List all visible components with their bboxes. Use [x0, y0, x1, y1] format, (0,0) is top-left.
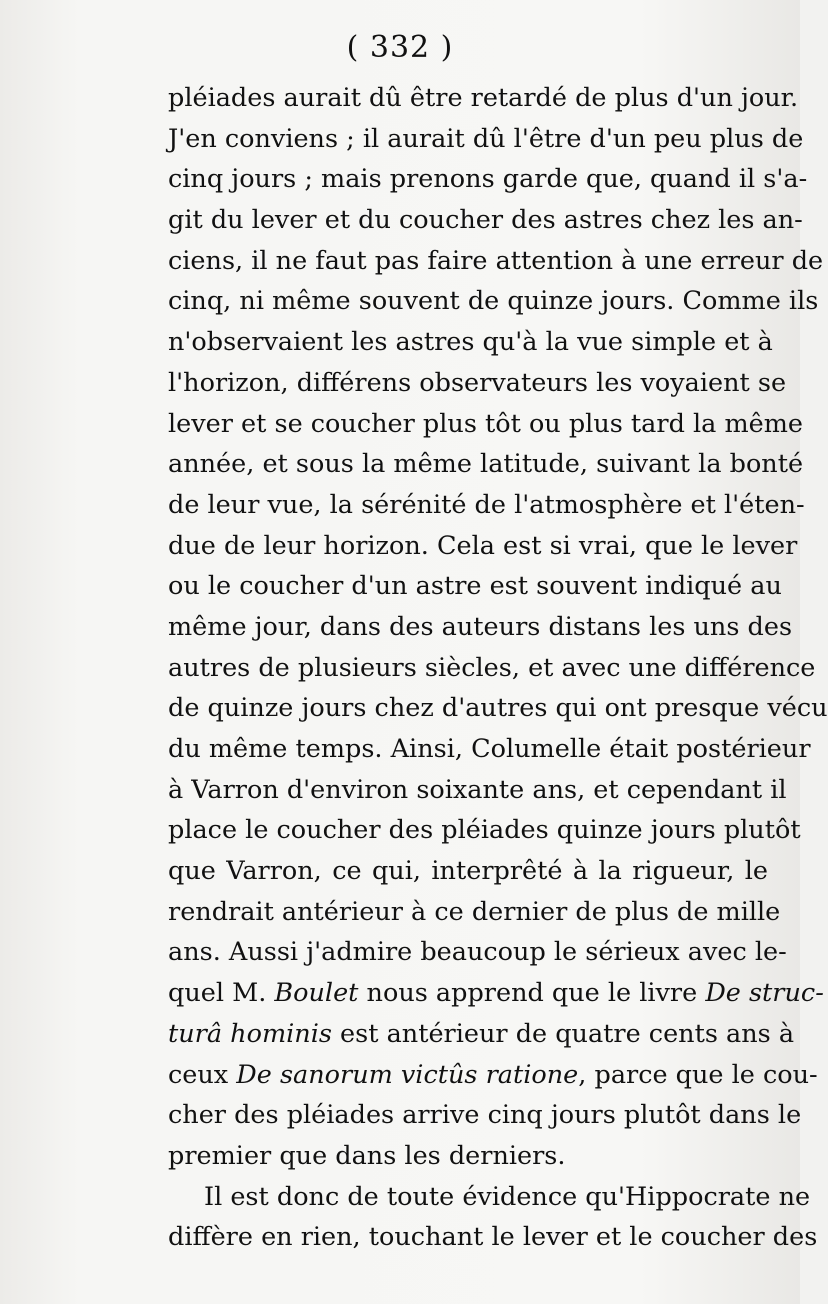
text-span: premier que dans les derniers. — [168, 1140, 566, 1171]
text-line — [168, 566, 782, 607]
text-line — [168, 810, 801, 851]
text-span: n'observaient les astres qu'à la vue simple et à — [168, 327, 773, 358]
body-text — [168, 78, 828, 1258]
text-span: place le coucher des pléiades quinze jours plutôt — [168, 815, 801, 846]
text-span: , parce que le cou- — [578, 1059, 818, 1090]
text-line — [168, 648, 816, 689]
text-line — [168, 281, 819, 322]
text-line — [168, 688, 828, 729]
text-span: de quinze jours chez d'autres qui ont presque vécu — [168, 693, 828, 724]
text-line — [168, 444, 804, 485]
italic-title: De struc- — [705, 978, 824, 1009]
text-line — [168, 1095, 802, 1136]
text-line — [168, 770, 787, 811]
text-span: due de leur horizon. Cela est si vrai, que le lever — [168, 530, 798, 561]
text-span: lever et se coucher plus tôt ou plus tard la même — [168, 408, 804, 439]
text-line — [168, 322, 773, 363]
text-line — [168, 404, 804, 445]
text-span: ou le coucher d'un astre est souvent indiqué au — [168, 571, 782, 602]
text-line — [168, 932, 787, 973]
text-line — [168, 485, 805, 526]
text-line — [168, 200, 803, 241]
page-number: ( 332 ) — [346, 30, 454, 65]
text-line — [168, 729, 811, 770]
text-line — [168, 526, 798, 567]
text-line — [168, 851, 768, 892]
text-span: ciens, il ne faut pas faire attention à une erreur de — [168, 245, 824, 276]
italic-title: De sanorum victûs ratione — [236, 1059, 579, 1090]
text-span: autres de plusieurs siècles, et avec une différence — [168, 652, 816, 683]
text-line — [168, 241, 824, 282]
text-line — [168, 78, 799, 119]
text-line — [168, 119, 804, 160]
text-span: J'en conviens ; il aurait dû l'être d'un peu plus de — [168, 123, 804, 154]
text-span: l'horizon, différens observateurs les voyaient se — [168, 367, 787, 398]
text-line — [168, 1217, 818, 1258]
text-span: quel M. — [168, 978, 275, 1009]
text-span: nous apprend que le livre — [358, 978, 706, 1009]
text-span: cher des pléiades arrive cinq jours plutôt dans le — [168, 1100, 802, 1131]
text-line — [168, 1177, 811, 1218]
text-span: de leur vue, la sérénité de l'atmosphère et l'éten- — [168, 489, 805, 520]
text-span: pléiades aurait dû être retardé de plus d'un jour. — [168, 83, 799, 113]
text-span: du même temps. Ainsi, Columelle était postérieur — [168, 734, 811, 764]
text-line — [168, 973, 824, 1014]
text-span: cinq, ni même souvent de quinze jours. Comme ils — [168, 286, 819, 317]
text-span: ans. Aussi j'admire beaucoup le sérieux avec le- — [168, 937, 787, 968]
text-span: ceux — [168, 1059, 237, 1090]
text-span: rendrait antérieur à ce dernier de plus de mille — [168, 896, 781, 927]
text-line — [168, 363, 787, 404]
text-span: diffère en rien, touchant le lever et le coucher des — [168, 1222, 818, 1253]
text-line — [168, 1014, 795, 1055]
text-span: année, et sous la même latitude, suivant la bonté — [168, 449, 804, 480]
text-line — [168, 159, 808, 200]
italic-title: turâ hominis — [168, 1018, 332, 1049]
italic-name: Boulet — [274, 978, 359, 1009]
text-line — [168, 1055, 818, 1096]
text-span: cinq jours ; mais prenons garde que, quand il s'a- — [168, 164, 808, 195]
text-line — [168, 607, 793, 648]
text-line — [168, 1136, 768, 1177]
text-span: Il est donc de toute évidence qu'Hippocrate ne — [204, 1181, 811, 1212]
text-span: à Varron d'environ soixante ans, et cependant il — [168, 774, 787, 805]
text-line — [168, 892, 781, 933]
text-span: git du lever et du coucher des astres chez les an- — [168, 205, 803, 236]
text-span: est antérieur de quatre cents ans à — [331, 1018, 795, 1049]
text-span: même jour, dans des auteurs distans les uns des — [168, 611, 793, 642]
text-span: que Varron, ce qui, interprêté à la rigueur, le — [168, 856, 768, 887]
